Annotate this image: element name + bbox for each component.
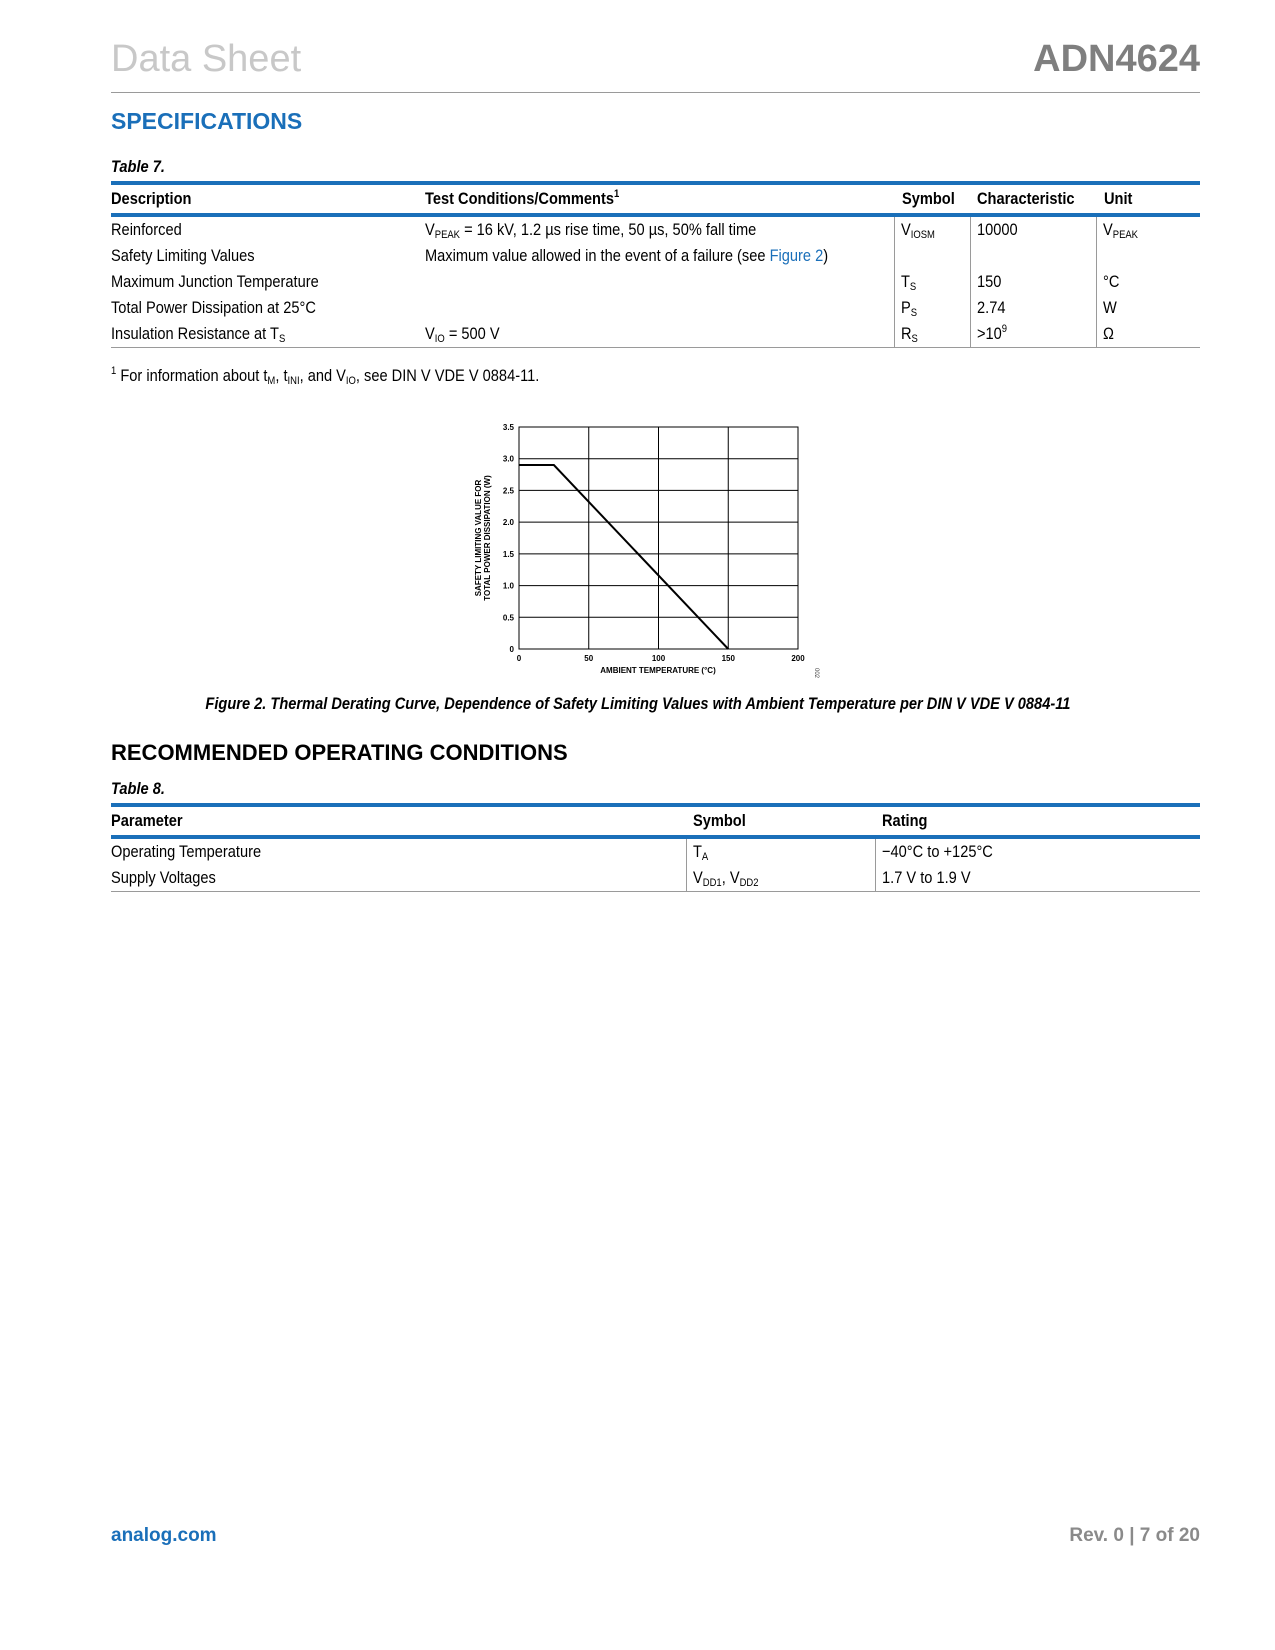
x-tick-label: 150 xyxy=(721,654,735,663)
cell-symbol: $R_S$ xyxy=(895,321,971,348)
y-tick-label: 3.0 xyxy=(502,454,514,464)
cell-symbol: $P_S$ xyxy=(895,295,971,321)
col-header: Characteristic xyxy=(977,189,1075,208)
cell-rating: 1.7 V to 1.9 V xyxy=(875,865,1200,892)
cell-description: Total Power Dissipation at 25°C xyxy=(111,298,316,317)
cell-unit: $V_{PEAK}$ xyxy=(1097,215,1200,243)
cell-characteristic xyxy=(970,243,1097,269)
col-header: Test Conditions/Comments$^1$ xyxy=(425,188,620,208)
col-header: Unit xyxy=(1103,189,1133,208)
cell-conditions: $V_{IO} = 500$ V xyxy=(425,321,894,348)
cell-characteristic: 2.74 xyxy=(970,295,1097,321)
table7-footnote: $^1$ For information about $t_M$, $t_{INI}$, and $V_{IO}$, see DIN V VDE V 0884-11. xyxy=(111,365,540,387)
cell-description: Maximum Junction Temperature xyxy=(111,272,319,291)
cell-conditions: Maximum value allowed in the event of a failure (see Figure 2) xyxy=(425,246,829,265)
footer-page-info: Rev. 0 | 7 of 20 xyxy=(1069,1525,1200,1546)
col-header: Symbol xyxy=(901,189,955,208)
y-axis-label-line2: TOTAL POWER DISSIPATION (W) xyxy=(483,475,492,601)
table-row xyxy=(111,215,1200,243)
col-header: Symbol xyxy=(693,811,746,830)
cell-conditions xyxy=(425,269,894,295)
y-tick-label: 2.5 xyxy=(502,486,514,496)
table8-caption: Table 8. xyxy=(111,779,165,798)
cell-characteristic: $>10^9$ xyxy=(970,321,1097,348)
cell-conditions: $V_{PEAK} = 16$ kV, 1.2 µs rise time, 50 µs, 50% fall time xyxy=(425,220,757,241)
y-tick-label: 1.5 xyxy=(502,549,514,559)
x-tick-label: 100 xyxy=(651,654,666,663)
table8-header-row xyxy=(111,805,1200,837)
y-tick-label: 0 xyxy=(509,645,514,654)
derating-curve xyxy=(519,465,728,649)
header-divider xyxy=(111,92,1200,93)
x-tick-label: 200 xyxy=(791,654,805,663)
section-title-recommended-operating-conditions: RECOMMENDED OPERATING CONDITIONS xyxy=(111,740,568,765)
cell-symbol: $T_S$ xyxy=(895,269,971,295)
cell-description: Safety Limiting Values xyxy=(111,246,255,265)
x-tick-label: 0 xyxy=(516,654,522,663)
cell-unit: W xyxy=(1097,295,1200,321)
col-header: Description xyxy=(111,189,192,208)
table7-header-row xyxy=(111,183,1200,215)
specifications-table xyxy=(111,181,1200,348)
cell-parameter: Supply Voltages xyxy=(111,865,686,892)
col-header: Rating xyxy=(882,811,928,830)
cell-unit: °C xyxy=(1097,269,1200,295)
table-row xyxy=(111,269,1200,295)
figure-2-caption: Figure 2. Thermal Derating Curve, Dependence of Safety Limiting Values with Ambient Temperature per DIN V VDE V 0884-11 xyxy=(205,694,1070,713)
table-row xyxy=(111,295,1200,321)
cell-symbol: $V_{IOSM}$ xyxy=(895,215,971,243)
y-tick-label: 2.0 xyxy=(502,518,514,528)
cell-symbol: $T_A$ xyxy=(686,837,875,865)
header-doc-type: Data Sheet xyxy=(111,38,302,80)
y-tick-label: 0.5 xyxy=(502,613,514,623)
cell-unit xyxy=(1097,243,1200,269)
header-part-number: ADN4624 xyxy=(1033,38,1200,80)
table-row xyxy=(111,837,1200,865)
table-row xyxy=(111,865,1200,892)
x-tick-label: 50 xyxy=(584,654,594,663)
thermal-derating-chart xyxy=(460,415,840,685)
y-tick-label: 3.5 xyxy=(502,423,514,432)
cell-description: Insulation Resistance at $T_S$ xyxy=(111,321,425,348)
col-header: Parameter xyxy=(111,811,183,830)
y-axis-label-line1: SAFETY LIMITING VALUE FOR xyxy=(474,479,483,597)
cell-symbol: $V_{DD1}$, $V_{DD2}$ xyxy=(686,865,875,892)
cell-characteristic: 150 xyxy=(970,269,1097,295)
x-axis-label: AMBIENT TEMPERATURE (°C) xyxy=(600,666,716,675)
table-row xyxy=(111,321,1200,348)
figure-id-label: 002 xyxy=(813,667,819,679)
table-row xyxy=(111,243,1200,269)
cell-unit: Ω xyxy=(1097,321,1200,348)
figure-2-link[interactable]: Figure 2 xyxy=(769,246,824,265)
cell-rating: −40°C to +125°C xyxy=(875,837,1200,865)
operating-conditions-table xyxy=(111,803,1200,892)
cell-description: Reinforced xyxy=(111,220,182,239)
cell-characteristic: 10000 xyxy=(970,215,1097,243)
cell-conditions xyxy=(425,295,894,321)
cell-parameter: Operating Temperature xyxy=(111,842,262,861)
section-title-specifications: SPECIFICATIONS xyxy=(111,108,303,134)
cell-symbol xyxy=(895,243,971,269)
footer-website-link[interactable]: analog.com xyxy=(111,1525,217,1546)
y-tick-label: 1.0 xyxy=(502,581,514,591)
table7-caption: Table 7. xyxy=(111,157,165,176)
